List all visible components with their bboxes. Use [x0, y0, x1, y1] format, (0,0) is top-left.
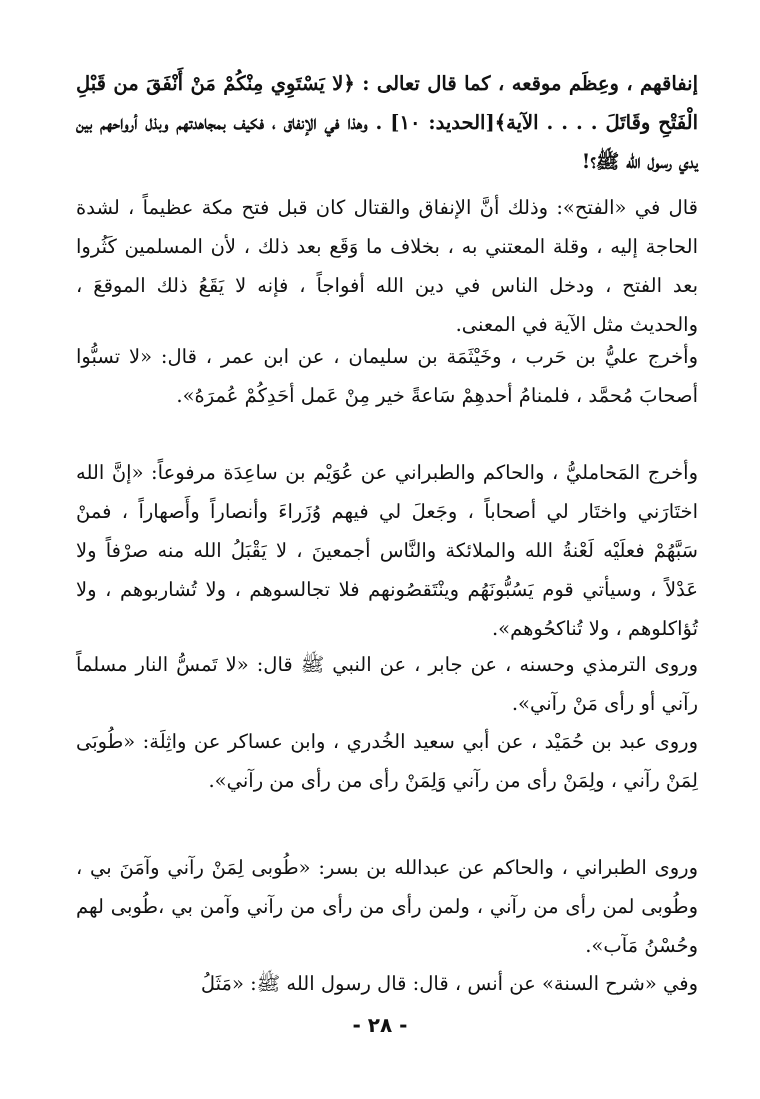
- page-number: - ٢٨ -: [352, 1013, 408, 1037]
- paragraph-quran-verse: إنفاقهم ، وعِظَم موقعه ، كما قال تعالى : ﴿لا يَسْتَوِي مِنْكُمْ مَنْ أَنْفَقَ من قَبْلِ الْفَتْحِ وقَاتَلَ . . . . الآية﴾[الحديد: ١٠] . وهذا في الإنفاق ، فكيف بمجاهدتهم وبذل أرواحهم بين يدي رسول الله ﷺ؟!: [76, 72, 698, 173]
- paragraph-ibn-umar-hadith: وأخرج عليُّ بن حَرب ، وخَيْثَمَة بن سليمان ، عن ابن عمر ، قال: «لا تسبُّوا أصحابَ مُحمَّد ، فلمنامُ أحدهِمْ سَاعةً خير مِنْ عَمل أحَدِكُمْ عُمرَهُ».: [76, 345, 698, 407]
- paragraph-uwaym-hadith: وأخرج المَحامليُّ ، والحاكم والطبراني عن عُوَيْم بن ساعِدَة مرفوعاً: «إنَّ الله اختَارَني واختَار لي أصحاباً ، وجَعلَ لي فيهم وُزَراءَ وأنصاراً وأَصهاراً ، فمنْ سَبَّهُمْ فعلَيْه لَعْنةُ الله والملائكة والنَّاس أجمعينَ ، لا يَقْبَلُ الله منه صرْفاً ولا عَدْلاً ، وسيأتي قوم يَسُبُّونَهُم وينْتَقصُونهم فلا تجالسوهم ، ولا تُشاربوهم ، ولا تُؤاكلوهم ، ولا تُناكحُوهم».: [76, 461, 698, 640]
- paragraph-fath-commentary: قال في «الفتح»: وذلك أنَّ الإنفاق والقتال كان قبل فتح مكة عظيماً ، لشدة الحاجة إليه ، وقلة المعتني به ، بخلاف ما وَقَع بعد ذلك ، لأن المسلمين كَثُروا بعد الفتح ، ودخل الناس في دين الله أفواجاً ، فإنه لا يَقَعُ ذلك الموقعَ ، والحديث مثل الآية في المعنى.: [76, 196, 698, 336]
- paragraph-sharh-sunnah: وفي «شرح السنة» عن أنس ، قال: قال رسول الله ﷺ: «مَثَلُ: [200, 972, 698, 995]
- paragraph-tuba-hadith: وروى عبد بن حُمَيْد ، عن أبي سعيد الخُدري ، وابن عساكر عن واثِلَة: «طُوبَى لِمَنْ رآني ، ولِمَنْ رأى من رآني وَلِمَنْ رأى من رأى من رآني».: [76, 730, 698, 792]
- paragraph-tirmidhi-hadith: وروى الترمذي وحسنه ، عن جابر ، عن النبي ﷺ قال: «لا تَمسُّ النار مسلماً رآني أو رأى مَنْ رآني».: [76, 653, 698, 715]
- paragraph-tabarani-hadith: وروى الطبراني ، والحاكم عن عبدالله بن بسر: «طُوبى لِمَنْ رآني وآمَنَ بي ، وطُوبى لمن رأى من رآني ، ولمن رأى من رأى من رآني وآمن بي ،طُوبى لهم وحُسْنُ مَآب».: [76, 856, 698, 957]
